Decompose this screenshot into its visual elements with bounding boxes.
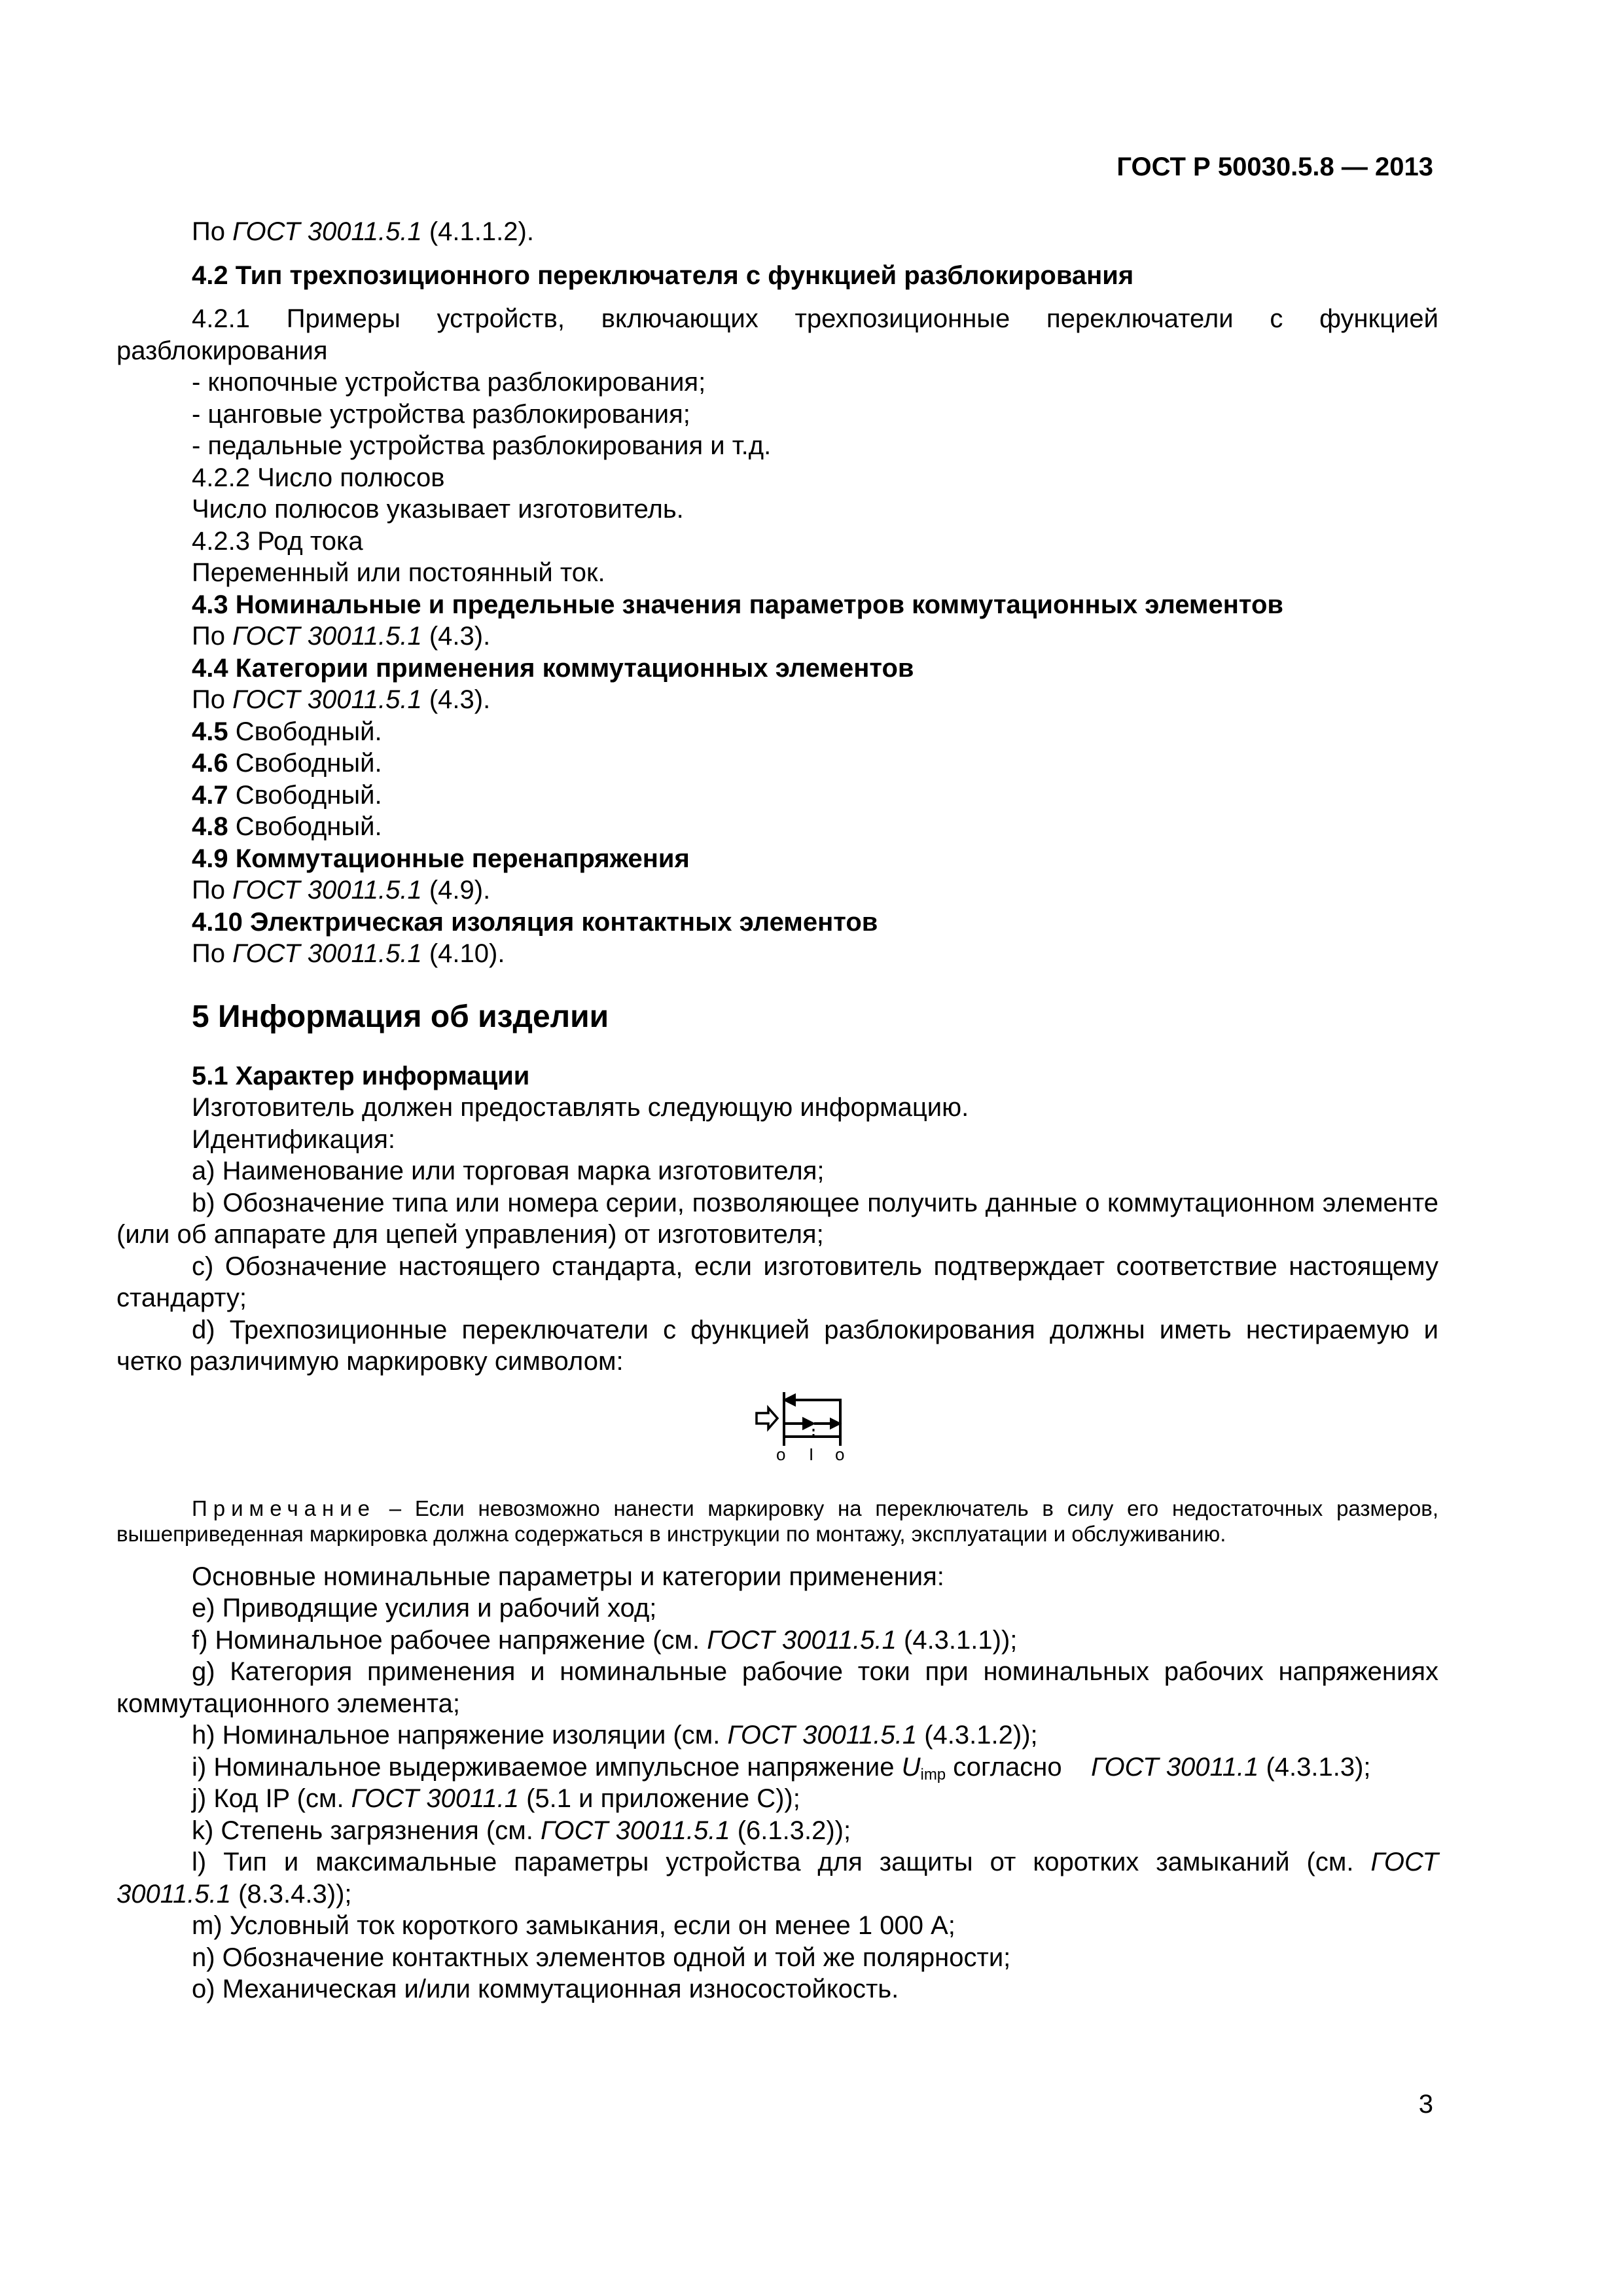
text-run: Свободный. <box>228 812 382 841</box>
reference-line <box>116 216 1438 248</box>
free-section-4-8 <box>116 811 1438 843</box>
symbol-label-off-left: o <box>776 1444 786 1464</box>
list-item: - педальные устройства разблокирования и т.д. <box>192 431 772 460</box>
section-heading-5-1: 5.1 Характер информации <box>192 1061 530 1090</box>
text-run: По <box>192 685 233 714</box>
text-run: (4.10). <box>421 939 505 968</box>
standard-reference: ГОСТ 30011.5.1 <box>232 217 422 246</box>
section-heading-4-10: 4.10 Электрическая изоляция контактных элементов <box>192 907 878 937</box>
list-item-f <box>116 1624 1438 1657</box>
list-item-l <box>116 1846 1438 1910</box>
symbol-u: U <box>901 1752 921 1782</box>
list-item-k <box>116 1815 1438 1847</box>
three-position-enabling-switch-symbol-icon <box>751 1386 843 1464</box>
list-item-j <box>116 1783 1438 1815</box>
text-run: (4.3.1.3); <box>1258 1752 1371 1782</box>
standard-reference: ГОСТ 30011.1 <box>1091 1752 1259 1782</box>
list-item-d: d) Трехпозиционные переключатели с функцией разблокирования должны иметь нестираемую и четко различимую маркировку символом: <box>116 1315 1438 1376</box>
list-item-b: b) Обозначение типа или номера серии, позволяющее получить данные о коммутационном элементе (или об аппарате для цепей управления) от изготовителя; <box>116 1188 1438 1249</box>
standard-reference: ГОСТ 30011.5.1 <box>116 1848 1438 1909</box>
symbol-label-off-right: o <box>835 1444 845 1464</box>
section-number: 4.5 <box>192 717 228 746</box>
section-heading-4-3: 4.3 Номинальные и предельные значения параметров коммутационных элементов <box>192 590 1284 619</box>
list-item-a: a) Наименование или торговая марка изготовителя; <box>192 1157 825 1185</box>
text-run: k) Степень загрязнения (см. <box>192 1816 541 1845</box>
section-heading-4-9: 4.9 Коммутационные перенапряжения <box>192 844 690 873</box>
symbol-label-on: I <box>809 1444 814 1464</box>
standard-reference: ГОСТ 30011.5.1 <box>232 876 422 905</box>
text-run: По <box>192 939 233 968</box>
section-heading-5: 5 Информация об изделии <box>192 999 609 1034</box>
text-run: (4.3.1.1)); <box>896 1625 1018 1655</box>
text-run: (5.1 и приложение С)); <box>518 1784 800 1813</box>
standard-reference: ГОСТ 30011.1 <box>351 1784 519 1813</box>
text-run: l) Тип и максимальные параметры устройства для защиты от коротких замыканий (см. <box>192 1848 1371 1876</box>
text-run: i) Номинальное выдерживаемое импульсное напряжение <box>192 1752 902 1782</box>
text-run: (4.3). <box>421 622 491 651</box>
standard-reference: ГОСТ 30011.5.1 <box>707 1625 897 1655</box>
note-text: – Если невозможно нанести маркировку на переключатель в силу его недостаточных размеров, вышеприведенная маркировка должна содержаться в инструкции по монтажу, эксплуатации и обслуживанию. <box>116 1496 1438 1546</box>
list-item-m: m) Условный ток короткого замыкания, если он менее 1 000 А; <box>192 1911 955 1940</box>
list-item: - цанговые устройства разблокирования; <box>192 399 690 429</box>
reference-line <box>116 874 1438 906</box>
free-section-4-7 <box>116 780 1438 812</box>
standard-reference: ГОСТ 30011.5.1 <box>727 1721 918 1749</box>
text-run: Свободный. <box>228 749 382 778</box>
subsection-heading-4-2-3: 4.2.3 Род тока <box>192 526 363 556</box>
text-run: По <box>192 876 233 905</box>
paragraph: Переменный или постоянный ток. <box>192 558 605 587</box>
text-run: По <box>192 622 233 651</box>
reference-line <box>116 684 1438 716</box>
list-item-o: o) Механическая и/или коммутационная износостойкость. <box>192 1975 899 2003</box>
text-run: (4.3.1.2)); <box>917 1721 1038 1749</box>
standard-reference: ГОСТ 30011.5.1 <box>232 622 422 651</box>
reference-line <box>116 620 1438 653</box>
text-run: (8.3.4.3)); <box>230 1879 352 1909</box>
section-heading-4-4: 4.4 Категории применения коммутационных элементов <box>192 653 914 683</box>
list-item-n: n) Обозначение контактных элементов одной и той же полярности; <box>192 1943 1011 1972</box>
section-number: 4.8 <box>192 812 228 841</box>
text-run: По <box>192 217 233 246</box>
standard-reference: ГОСТ 30011.5.1 <box>540 1816 730 1845</box>
list-item-e: e) Приводящие усилия и рабочий ход; <box>192 1594 657 1623</box>
list-item-g: g) Категория применения и номинальные рабочие токи при номинальных рабочих напряжениях коммутационного элемента; <box>116 1657 1438 1718</box>
text-run: f) Номинальное рабочее напряжение (см. <box>192 1625 707 1655</box>
section-number: 4.6 <box>192 749 228 778</box>
section-number: 4.7 <box>192 780 228 810</box>
parameters-intro: Основные номинальные параметры и категории применения: <box>192 1562 944 1591</box>
text-run: (4.1.1.2). <box>421 217 534 246</box>
text-run: (6.1.3.2)); <box>730 1816 851 1845</box>
text-run: h) Номинальное напряжение изоляции (см. <box>192 1721 728 1749</box>
reference-line <box>116 938 1438 970</box>
text-run: (4.3). <box>421 685 491 714</box>
symbol-subscript: imp <box>920 1765 946 1784</box>
list-item-c: c) Обозначение настоящего стандарта, если изготовитель подтверждает соответствие настоящему стандарту; <box>116 1251 1438 1312</box>
text-run: (4.9). <box>421 876 491 905</box>
note <box>116 1496 1438 1547</box>
text-run: согласно <box>946 1752 1092 1782</box>
page-number: 3 <box>1418 2090 1433 2119</box>
standard-reference: ГОСТ 30011.5.1 <box>232 939 422 968</box>
list-item-i <box>116 1751 1438 1784</box>
free-section-4-6 <box>116 747 1438 780</box>
paragraph: Изготовитель должен предоставлять следующую информацию. <box>192 1093 969 1122</box>
identification-label: Идентификация: <box>192 1124 395 1154</box>
text-run: Свободный. <box>228 717 382 746</box>
text-run: j) Код IP (см. <box>192 1784 351 1813</box>
note-label: Примечание <box>192 1496 376 1520</box>
marking-symbol <box>116 1386 1438 1477</box>
text-run: Свободный. <box>228 780 382 810</box>
standard-reference: ГОСТ 30011.5.1 <box>232 685 422 714</box>
free-section-4-5 <box>116 716 1438 748</box>
list-item-h <box>116 1719 1438 1751</box>
section-heading-4-2: 4.2 Тип трехпозиционного переключателя с функцией разблокирования <box>192 260 1134 290</box>
paragraph-4-2-1: 4.2.1 Примеры устройств, включающих трехпозиционные переключатели с функцией разблокирования <box>116 304 1438 365</box>
list-item: - кнопочные устройства разблокирования; <box>192 368 706 397</box>
page-content <box>116 216 1438 2005</box>
paragraph: Число полюсов указывает изготовитель. <box>192 495 684 524</box>
document-code-header: ГОСТ Р 50030.5.8 — 2013 <box>1116 152 1433 181</box>
subsection-heading-4-2-2: 4.2.2 Число полюсов <box>192 463 445 492</box>
